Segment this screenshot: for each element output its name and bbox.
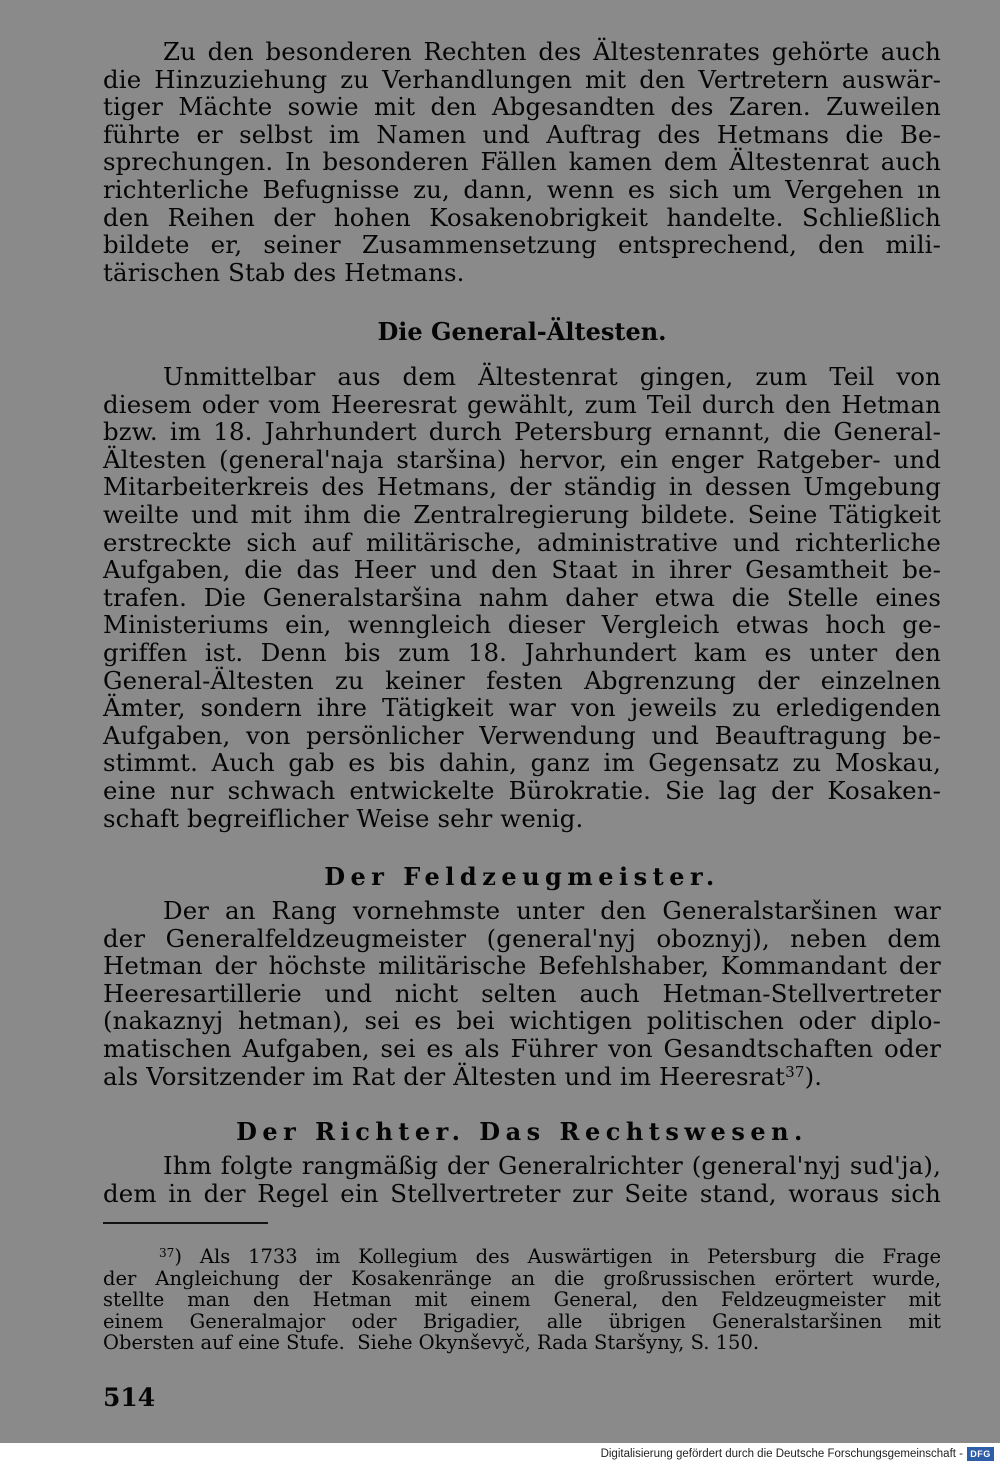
text-line: Ältesten (general'naja staršina) hervor, ein enger Ratgeber- und xyxy=(103,444,941,474)
text-line: matischen Aufgaben, sei es als Führer von Gesandtschaften oder xyxy=(103,1033,941,1063)
footnote-divider xyxy=(103,1222,268,1224)
text-line: Aufgaben, von persönlicher Verwendung und Beauftragung be- xyxy=(103,720,941,750)
text-fragment: Als 1733 im Kollegium des Auswärtigen in Petersburg die Frage xyxy=(199,1245,941,1268)
text-line: Der an Rang vornehmste unter den Generalstaršinen war xyxy=(163,896,941,925)
paragraph-general-aeltesten xyxy=(103,363,941,832)
text-line: Hetman der höchste militärische Befehlshaber, Kommandant der xyxy=(103,951,941,981)
text-line: erstreckte sich auf militärische, administrative und richterliche xyxy=(103,527,941,557)
digitization-credit xyxy=(601,1446,994,1462)
paragraph-aeltestenrat-rights xyxy=(103,38,941,286)
text-line: Ministeriums ein, wenngleich dieser Vergleich etwas hoch ge- xyxy=(103,610,941,640)
text-line: Heeresartillerie und nicht selten auch Hetman-Stellvertreter xyxy=(103,978,941,1008)
footnote-37 xyxy=(103,1246,941,1354)
footnote-marker: 37 xyxy=(159,1245,175,1260)
text-line: weilte und mit ihm die Zentralregierung bildete. Seine Tätigkeit xyxy=(103,499,941,529)
text-line: bildete er, seiner Zusammensetzung entsprechend, den mili- xyxy=(103,230,941,260)
text-line: tärischen Stab des Hetmans. xyxy=(103,257,465,287)
paragraph-feldzeugmeister xyxy=(103,897,941,1090)
text-line: Aufgaben, die das Heer und den Staat in ihrer Gesamtheit be- xyxy=(103,555,941,585)
paragraph-richter xyxy=(103,1152,941,1207)
text-line: stimmt. Auch gab es bis dahin, ganz im Gegensatz zu Moskau, xyxy=(103,748,941,778)
footnote-line: Obersten auf eine Stufe. Siehe Okynševyč, Rada Staršyny, S. 150. xyxy=(103,1331,760,1354)
text-line: dem in der Regel ein Stellvertreter zur Seite stand, woraus sich xyxy=(103,1178,941,1208)
page-number: 514 xyxy=(103,1383,156,1412)
text-fragment: ). xyxy=(804,1061,823,1091)
footnote-line: einem Generalmajor oder Brigadier, alle übrigen Generalstaršinen mit xyxy=(103,1309,941,1333)
text-line: den Reihen der hohen Kosakenobrigkeit handelte. Schließlich xyxy=(103,202,941,232)
text-line: Unmittelbar aus dem Ältestenrat gingen, zum Teil von xyxy=(163,362,941,391)
section-heading-feldzeugmeister: Der Feldzeugmeister. xyxy=(324,862,720,891)
text-line: richterliche Befugnisse zu, dann, wenn es sich um Vergehen ın xyxy=(103,174,941,204)
footnote-reference: 37 xyxy=(785,1063,805,1081)
text-line: Ihm folgte rangmäßig der Generalrichter (general'nyj sud'ja), xyxy=(163,1151,941,1180)
section-heading-richter: Der Richter. Das Rechtswesen. xyxy=(236,1117,808,1146)
text-line: schaft begreiflicher Weise sehr wenig. xyxy=(103,803,584,833)
text-line: (nakaznyj hetman), sei es bei wichtigen politischen oder diplo- xyxy=(103,1006,941,1036)
text-line: griffen ist. Denn bis zum 18. Jahrhundert kam es unter den xyxy=(103,637,941,667)
text-line: führte er selbst im Namen und Auftrag des Hetmans die Be- xyxy=(103,119,941,149)
footnote-line: stellte man den Hetman mit einem General, den Feldzeugmeister mit xyxy=(103,1288,941,1311)
text-line: Mitarbeiterkreis des Hetmans, der ständig in dessen Umgebung xyxy=(103,472,941,502)
footnote-line xyxy=(103,1246,941,1268)
text-fragment: als Vorsitzender im Rat der Ältesten und im Heeresrat xyxy=(103,1061,786,1091)
footnote-line: der Angleichung der Kosakenränge an die großrussischen erörtert wurde, xyxy=(103,1266,941,1290)
dfg-logo-icon: DFG xyxy=(967,1447,994,1461)
text-line: General-Ältesten zu keiner festen Abgrenzung der einzelnen xyxy=(103,665,941,695)
text-line: tiger Mächte sowie mit den Abgesandten des Zaren. Zuweilen xyxy=(103,92,941,122)
text-line: bzw. im 18. Jahrhundert durch Petersburg ernannt, die General- xyxy=(103,417,941,447)
section-heading-general-aeltesten: Die General-Ältesten. xyxy=(377,317,667,346)
text-line: sprechungen. In besonderen Fällen kamen dem Ältestenrat auch xyxy=(103,147,941,177)
text-line: eine nur schwach entwickelte Bürokratie. Sie lag der Kosaken- xyxy=(103,775,941,805)
text-line xyxy=(103,1063,941,1091)
text-line: diesem oder vom Heeresrat gewählt, zum Teil durch den Hetman xyxy=(103,389,941,419)
text-line: Ämter, sondern ihre Tätigkeit war von jeweils zu erledigenden xyxy=(103,693,941,723)
text-line: der Generalfeldzeugmeister (general'nyj oboznyj), neben dem xyxy=(103,923,941,953)
text-line: trafen. Die Generalstaršina nahm daher etwa die Stelle eines xyxy=(103,582,941,612)
text-line: Zu den besonderen Rechten des Ältestenrates gehörte auch xyxy=(163,37,941,66)
text-line: die Hinzuziehung zu Verhandlungen mit den Vertretern auswär- xyxy=(103,64,941,94)
footnote-marker-close: ) xyxy=(174,1245,182,1268)
credit-text: Digitalisierung gefördert durch die Deutsche Forschungsgemeinschaft - xyxy=(600,1448,963,1460)
